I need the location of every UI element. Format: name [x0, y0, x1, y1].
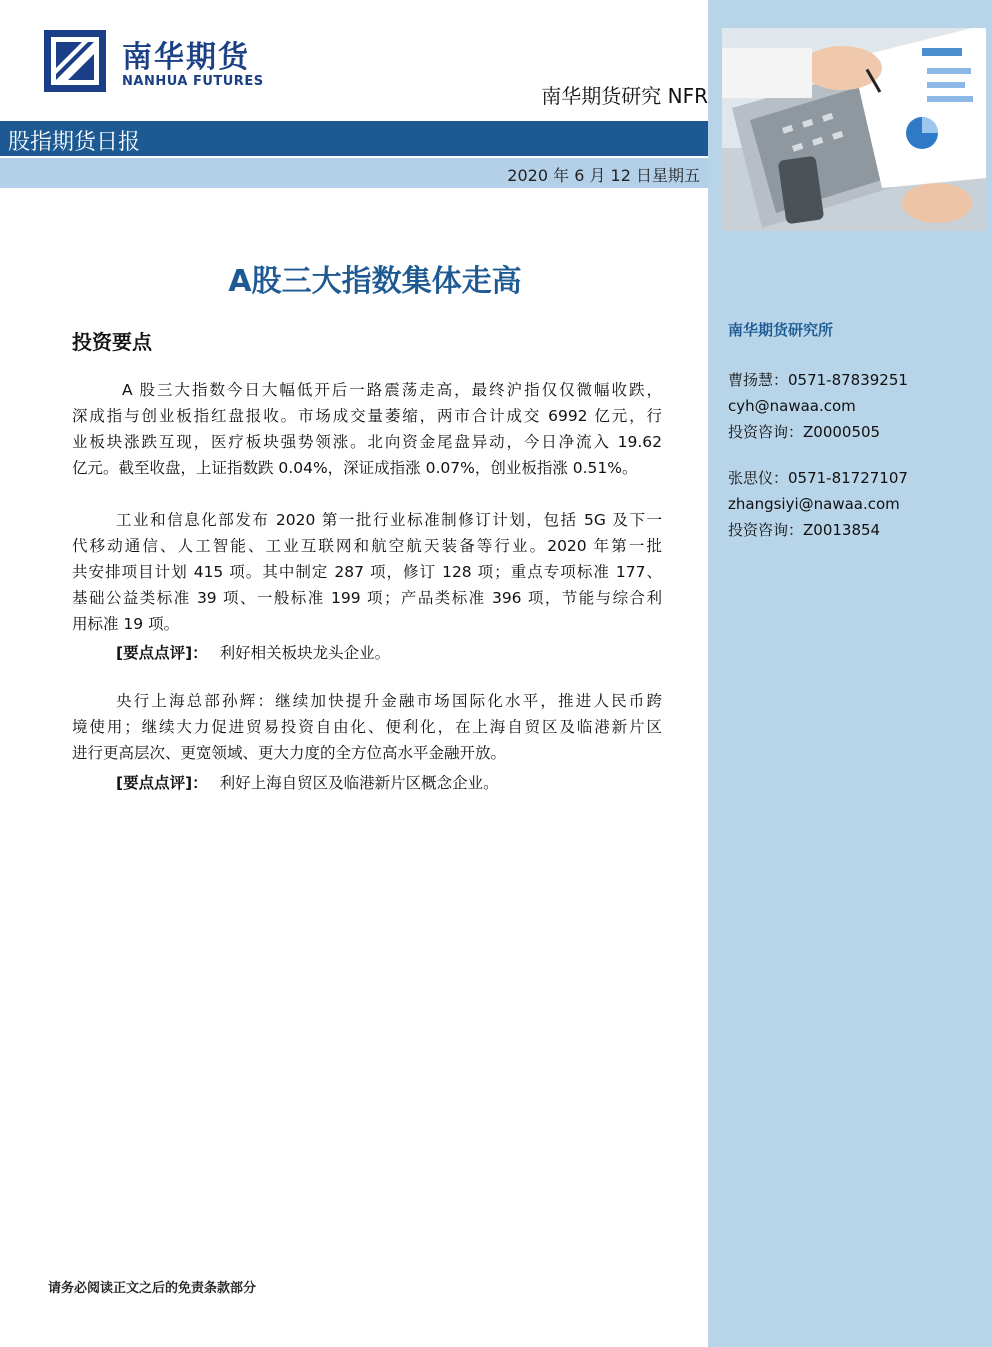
- date-bar: [0, 158, 708, 188]
- institute-name: 南华期货研究所: [728, 321, 834, 339]
- report-date: 2020 年 6 月 12 日星期五: [507, 166, 700, 185]
- analyst-contact-2: [728, 465, 908, 543]
- paragraph-line: 亿元。截至收盘，上证指数跌 0.04%，深证成指涨 0.07%，创业板指涨 0.51%。: [72, 459, 638, 477]
- analyst-email[interactable]: zhangsiyi@nawaa.com: [728, 495, 900, 513]
- analyst-email[interactable]: cyh@nawaa.com: [728, 397, 856, 415]
- headline: A股三大指数集体走高: [228, 264, 522, 299]
- analyst-contact-1: [728, 367, 908, 445]
- logo-chinese-name: 南华期货: [122, 40, 250, 75]
- paragraph-line: 深成指与创业板指红盘报收。市场成交量萎缩，两市合计成交 6992 亿元，行: [72, 407, 662, 425]
- report-type: 股指期货日报: [8, 130, 141, 155]
- key-comment-1: [116, 641, 390, 663]
- comment-tag: [要点点评]：: [116, 644, 208, 662]
- section-title: 投资要点: [72, 330, 152, 354]
- brand-line: 南华期货研究 NFR: [541, 84, 708, 108]
- analyst-license: 投资咨询：Z0000505: [728, 423, 881, 441]
- paragraph-line: 进行更高层次、更宽领域、更大力度的全方位高水平金融开放。: [72, 744, 507, 762]
- paragraph-line: A 股三大指数今日大幅低开后一路震荡走高，最终沪指仅仅微幅收跌，: [122, 381, 662, 399]
- comment-tag: [要点点评]：: [116, 774, 208, 792]
- disclaimer-footer: 请务必阅读正文之后的免责条款部分: [48, 1281, 257, 1296]
- analyst-license: 投资咨询：Z0013854: [728, 521, 881, 539]
- paragraph-line: 境使用；继续大力促进贸易投资自由化、便利化，在上海自贸区及临港新片区: [72, 718, 662, 736]
- paragraph-line: 工业和信息化部发布 2020 第一批行业标准制修订计划，包括 5G 及下一: [116, 511, 662, 529]
- paragraph-3: [72, 688, 662, 766]
- company-logo: [44, 30, 274, 96]
- paragraph-line: 用标准 19 项。: [72, 615, 180, 633]
- comment-text: 利好相关板块龙头企业。: [219, 644, 391, 662]
- nanhua-logo-icon: [44, 30, 106, 92]
- paragraph-line: 央行上海总部孙辉：继续加快提升金融市场国际化水平，推进人民币跨: [116, 692, 662, 710]
- analyst-phone: 曹扬慧：0571-87839251: [728, 371, 908, 389]
- paragraph-line: 基础公益类标准 39 项、一般标准 199 项；产品类标准 396 项，节能与综合利: [72, 589, 662, 607]
- paragraph-line: 共安排项目计划 415 项。其中制定 287 项，修订 128 项；重点专项标准 177、: [72, 563, 662, 581]
- paragraph-1: [72, 377, 662, 481]
- hero-image: [722, 28, 986, 231]
- key-comment-2: [116, 771, 499, 793]
- report-type-bar: [0, 121, 708, 156]
- paragraph-2: [72, 507, 662, 637]
- analyst-phone: 张思仪：0571-81727107: [728, 469, 908, 487]
- paragraph-line: 业板块涨跌互现，医疗板块强势领涨。北向资金尾盘异动，今日净流入 19.62: [72, 433, 662, 451]
- logo-english-name: NANHUA FUTURES: [122, 74, 264, 89]
- paragraph-line: 代移动通信、人工智能、工业互联网和航空航天装备等行业。2020 年第一批: [72, 537, 662, 555]
- comment-text: 利好上海自贸区及临港新片区概念企业。: [219, 774, 499, 792]
